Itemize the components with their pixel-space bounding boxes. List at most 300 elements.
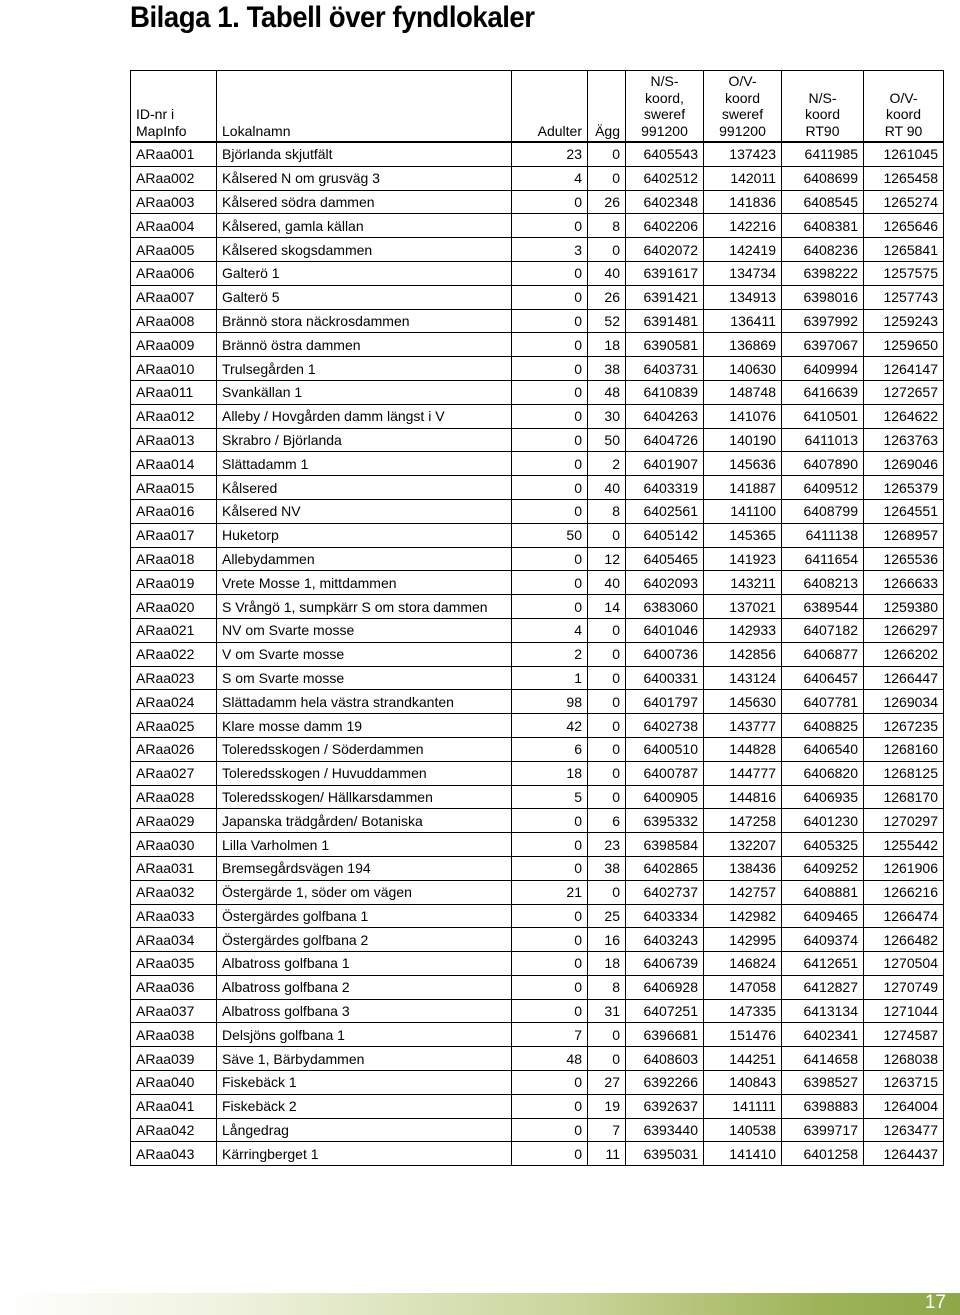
cell-ov-sweref: 142216 bbox=[704, 214, 782, 238]
cell-agg: 31 bbox=[588, 999, 626, 1023]
table-row bbox=[131, 166, 944, 190]
cell-id-nr: ARaa034 bbox=[131, 928, 217, 952]
cell-ns-sweref: 6407251 bbox=[626, 999, 704, 1023]
cell-ov-sweref: 144777 bbox=[704, 761, 782, 785]
table-body bbox=[131, 142, 944, 1166]
cell-ov-rt90: 1261906 bbox=[864, 856, 944, 880]
cell-agg: 18 bbox=[588, 333, 626, 357]
cell-id-nr: ARaa007 bbox=[131, 285, 217, 309]
cell-agg: 2 bbox=[588, 452, 626, 476]
cell-ns-sweref: 6400331 bbox=[626, 666, 704, 690]
cell-ov-rt90: 1263477 bbox=[864, 1118, 944, 1142]
cell-ns-rt90: 6411013 bbox=[782, 428, 864, 452]
cell-agg: 48 bbox=[588, 380, 626, 404]
table-row bbox=[131, 618, 944, 642]
cell-lokalnamn: S Vrångö 1, sumpkärr S om stora dammen bbox=[217, 595, 512, 619]
cell-ns-rt90: 6409512 bbox=[782, 476, 864, 500]
cell-ov-sweref: 144251 bbox=[704, 1047, 782, 1071]
cell-agg: 11 bbox=[588, 1142, 626, 1166]
column-header-line: ID-nr i bbox=[136, 106, 175, 122]
table-row bbox=[131, 737, 944, 761]
cell-ov-rt90: 1266474 bbox=[864, 904, 944, 928]
cell-id-nr: ARaa013 bbox=[131, 428, 217, 452]
cell-agg: 16 bbox=[588, 928, 626, 952]
table-row bbox=[131, 1047, 944, 1071]
cell-ns-rt90: 6408699 bbox=[782, 166, 864, 190]
cell-id-nr: ARaa025 bbox=[131, 714, 217, 738]
cell-ov-rt90: 1266633 bbox=[864, 571, 944, 595]
cell-ov-rt90: 1259243 bbox=[864, 309, 944, 333]
cell-lokalnamn: Kålsered NV bbox=[217, 499, 512, 523]
cell-ov-sweref: 147258 bbox=[704, 809, 782, 833]
cell-lokalnamn: Östergärde 1, söder om vägen bbox=[217, 880, 512, 904]
cell-adulter: 2 bbox=[512, 642, 588, 666]
cell-ns-sweref: 6391421 bbox=[626, 285, 704, 309]
column-header-id-nr bbox=[131, 71, 217, 143]
cell-ov-sweref: 140630 bbox=[704, 357, 782, 381]
cell-ov-sweref: 141076 bbox=[704, 404, 782, 428]
column-header-line: koord, bbox=[645, 89, 684, 106]
table-row bbox=[131, 690, 944, 714]
cell-ns-rt90: 6399717 bbox=[782, 1118, 864, 1142]
cell-ns-rt90: 6409994 bbox=[782, 357, 864, 381]
cell-ov-sweref: 141111 bbox=[704, 1094, 782, 1118]
cell-ov-sweref: 147335 bbox=[704, 999, 782, 1023]
table-row bbox=[131, 880, 944, 904]
cell-agg: 0 bbox=[588, 618, 626, 642]
cell-ov-sweref: 148748 bbox=[704, 380, 782, 404]
cell-ov-rt90: 1268170 bbox=[864, 785, 944, 809]
cell-ov-rt90: 1265646 bbox=[864, 214, 944, 238]
cell-ov-sweref: 142419 bbox=[704, 238, 782, 262]
cell-ns-rt90: 6401230 bbox=[782, 809, 864, 833]
cell-lokalnamn: Björlanda skjutfält bbox=[217, 142, 512, 166]
cell-adulter: 0 bbox=[512, 809, 588, 833]
cell-ns-rt90: 6410501 bbox=[782, 404, 864, 428]
column-header-line: 991200 bbox=[641, 122, 688, 139]
column-header-ns-rt90 bbox=[782, 71, 864, 143]
table-row bbox=[131, 309, 944, 333]
cell-agg: 26 bbox=[588, 285, 626, 309]
cell-id-nr: ARaa001 bbox=[131, 142, 217, 166]
cell-ov-rt90: 1270504 bbox=[864, 952, 944, 976]
cell-ns-sweref: 6404263 bbox=[626, 404, 704, 428]
column-header-line: N/S- bbox=[808, 89, 837, 106]
table-row bbox=[131, 523, 944, 547]
table-row bbox=[131, 1118, 944, 1142]
cell-adulter: 0 bbox=[512, 1071, 588, 1095]
cell-ns-rt90: 6406820 bbox=[782, 761, 864, 785]
cell-lokalnamn: Kålsered södra dammen bbox=[217, 190, 512, 214]
cell-id-nr: ARaa027 bbox=[131, 761, 217, 785]
table-row bbox=[131, 333, 944, 357]
cell-ns-rt90: 6408545 bbox=[782, 190, 864, 214]
cell-ov-rt90: 1270749 bbox=[864, 975, 944, 999]
cell-id-nr: ARaa031 bbox=[131, 856, 217, 880]
cell-adulter: 0 bbox=[512, 928, 588, 952]
cell-id-nr: ARaa019 bbox=[131, 571, 217, 595]
cell-id-nr: ARaa022 bbox=[131, 642, 217, 666]
column-header-line: Adulter bbox=[537, 122, 582, 139]
cell-ns-rt90: 6412827 bbox=[782, 975, 864, 999]
cell-ov-sweref: 142757 bbox=[704, 880, 782, 904]
table-row bbox=[131, 785, 944, 809]
cell-id-nr: ARaa024 bbox=[131, 690, 217, 714]
cell-ov-rt90: 1265379 bbox=[864, 476, 944, 500]
cell-ns-sweref: 6400736 bbox=[626, 642, 704, 666]
cell-adulter: 50 bbox=[512, 523, 588, 547]
cell-id-nr: ARaa029 bbox=[131, 809, 217, 833]
column-header-line: O/V- bbox=[889, 89, 918, 106]
cell-ns-rt90: 6406935 bbox=[782, 785, 864, 809]
page-number: 17 bbox=[924, 1292, 946, 1313]
cell-id-nr: ARaa036 bbox=[131, 975, 217, 999]
cell-ov-rt90: 1263715 bbox=[864, 1071, 944, 1095]
fyndlokaler-table bbox=[130, 70, 944, 1166]
cell-id-nr: ARaa017 bbox=[131, 523, 217, 547]
cell-lokalnamn: Slättadamm 1 bbox=[217, 452, 512, 476]
cell-ns-rt90: 6414658 bbox=[782, 1047, 864, 1071]
cell-ov-rt90: 1259650 bbox=[864, 333, 944, 357]
cell-ns-sweref: 6402206 bbox=[626, 214, 704, 238]
cell-agg: 0 bbox=[588, 690, 626, 714]
cell-lokalnamn: Långedrag bbox=[217, 1118, 512, 1142]
cell-ov-sweref: 147058 bbox=[704, 975, 782, 999]
cell-ns-rt90: 6411985 bbox=[782, 142, 864, 166]
cell-ov-sweref: 137021 bbox=[704, 595, 782, 619]
cell-agg: 19 bbox=[588, 1094, 626, 1118]
cell-adulter: 0 bbox=[512, 309, 588, 333]
cell-ns-rt90: 6411138 bbox=[782, 523, 864, 547]
cell-adulter: 0 bbox=[512, 476, 588, 500]
cell-ns-rt90: 6408799 bbox=[782, 499, 864, 523]
page-title: Bilaga 1. Tabell över fyndlokaler bbox=[130, 1, 535, 34]
cell-ns-sweref: 6395031 bbox=[626, 1142, 704, 1166]
table-row bbox=[131, 904, 944, 928]
cell-adulter: 0 bbox=[512, 1118, 588, 1142]
cell-ns-rt90: 6408881 bbox=[782, 880, 864, 904]
cell-agg: 0 bbox=[588, 166, 626, 190]
cell-agg: 0 bbox=[588, 642, 626, 666]
cell-ns-sweref: 6406928 bbox=[626, 975, 704, 999]
cell-lokalnamn: Galterö 1 bbox=[217, 261, 512, 285]
cell-id-nr: ARaa041 bbox=[131, 1094, 217, 1118]
cell-id-nr: ARaa003 bbox=[131, 190, 217, 214]
cell-adulter: 98 bbox=[512, 690, 588, 714]
cell-ns-sweref: 6408603 bbox=[626, 1047, 704, 1071]
table-row bbox=[131, 380, 944, 404]
cell-ns-sweref: 6402093 bbox=[626, 571, 704, 595]
cell-ns-sweref: 6400905 bbox=[626, 785, 704, 809]
cell-ns-rt90: 6389544 bbox=[782, 595, 864, 619]
cell-ov-rt90: 1266297 bbox=[864, 618, 944, 642]
cell-agg: 0 bbox=[588, 785, 626, 809]
cell-adulter: 0 bbox=[512, 190, 588, 214]
cell-lokalnamn: Kålsered skogsdammen bbox=[217, 238, 512, 262]
cell-ns-rt90: 6398883 bbox=[782, 1094, 864, 1118]
cell-adulter: 0 bbox=[512, 975, 588, 999]
cell-id-nr: ARaa032 bbox=[131, 880, 217, 904]
cell-ns-sweref: 6402737 bbox=[626, 880, 704, 904]
cell-agg: 50 bbox=[588, 428, 626, 452]
table-row bbox=[131, 190, 944, 214]
cell-ns-sweref: 6392266 bbox=[626, 1071, 704, 1095]
cell-adulter: 0 bbox=[512, 357, 588, 381]
cell-ov-rt90: 1268125 bbox=[864, 761, 944, 785]
cell-ns-rt90: 6409252 bbox=[782, 856, 864, 880]
cell-agg: 0 bbox=[588, 238, 626, 262]
cell-ns-rt90: 6408825 bbox=[782, 714, 864, 738]
cell-ns-rt90: 6401258 bbox=[782, 1142, 864, 1166]
cell-lokalnamn: Kålsered, gamla källan bbox=[217, 214, 512, 238]
cell-agg: 40 bbox=[588, 571, 626, 595]
cell-ns-sweref: 6405142 bbox=[626, 523, 704, 547]
cell-lokalnamn: Delsjöns golfbana 1 bbox=[217, 1023, 512, 1047]
cell-ns-rt90: 6409374 bbox=[782, 928, 864, 952]
cell-agg: 18 bbox=[588, 952, 626, 976]
cell-lokalnamn: Toleredsskogen / Söderdammen bbox=[217, 737, 512, 761]
cell-ns-rt90: 6412651 bbox=[782, 952, 864, 976]
cell-ov-sweref: 143124 bbox=[704, 666, 782, 690]
table-row bbox=[131, 999, 944, 1023]
cell-agg: 27 bbox=[588, 1071, 626, 1095]
cell-adulter: 0 bbox=[512, 1142, 588, 1166]
cell-ns-sweref: 6392637 bbox=[626, 1094, 704, 1118]
cell-ov-sweref: 145365 bbox=[704, 523, 782, 547]
cell-lokalnamn: Toleredsskogen/ Hällkarsdammen bbox=[217, 785, 512, 809]
cell-lokalnamn: Fiskebäck 1 bbox=[217, 1071, 512, 1095]
table-row bbox=[131, 357, 944, 381]
cell-ns-sweref: 6395332 bbox=[626, 809, 704, 833]
cell-ov-rt90: 1272657 bbox=[864, 380, 944, 404]
cell-id-nr: ARaa020 bbox=[131, 595, 217, 619]
cell-adulter: 23 bbox=[512, 142, 588, 166]
cell-ov-sweref: 136411 bbox=[704, 309, 782, 333]
table-row bbox=[131, 833, 944, 857]
cell-ns-sweref: 6402738 bbox=[626, 714, 704, 738]
cell-lokalnamn: Lilla Varholmen 1 bbox=[217, 833, 512, 857]
cell-agg: 23 bbox=[588, 833, 626, 857]
cell-adulter: 4 bbox=[512, 618, 588, 642]
cell-lokalnamn: Albatross golfbana 3 bbox=[217, 999, 512, 1023]
table-row bbox=[131, 499, 944, 523]
cell-ns-sweref: 6402348 bbox=[626, 190, 704, 214]
cell-agg: 30 bbox=[588, 404, 626, 428]
cell-lokalnamn: Östergärdes golfbana 1 bbox=[217, 904, 512, 928]
column-header-line: RT 90 bbox=[884, 122, 923, 139]
cell-agg: 0 bbox=[588, 714, 626, 738]
cell-ov-rt90: 1274587 bbox=[864, 1023, 944, 1047]
cell-adulter: 3 bbox=[512, 238, 588, 262]
cell-ns-rt90: 6408236 bbox=[782, 238, 864, 262]
cell-agg: 14 bbox=[588, 595, 626, 619]
cell-adulter: 0 bbox=[512, 999, 588, 1023]
table-row bbox=[131, 1094, 944, 1118]
table-row bbox=[131, 928, 944, 952]
cell-agg: 6 bbox=[588, 809, 626, 833]
cell-agg: 0 bbox=[588, 1047, 626, 1071]
table-row bbox=[131, 238, 944, 262]
cell-lokalnamn: Kålsered bbox=[217, 476, 512, 500]
cell-ns-rt90: 6405325 bbox=[782, 833, 864, 857]
cell-adulter: 18 bbox=[512, 761, 588, 785]
cell-ov-sweref: 137423 bbox=[704, 142, 782, 166]
cell-ov-rt90: 1264147 bbox=[864, 357, 944, 381]
cell-lokalnamn: Japanska trädgården/ Botaniska bbox=[217, 809, 512, 833]
cell-ov-sweref: 142995 bbox=[704, 928, 782, 952]
cell-lokalnamn: Bremsegårdsvägen 194 bbox=[217, 856, 512, 880]
cell-lokalnamn: V om Svarte mosse bbox=[217, 642, 512, 666]
cell-lokalnamn: Kärringberget 1 bbox=[217, 1142, 512, 1166]
cell-ns-sweref: 6406739 bbox=[626, 952, 704, 976]
cell-ns-rt90: 6398527 bbox=[782, 1071, 864, 1095]
cell-adulter: 1 bbox=[512, 666, 588, 690]
cell-ov-rt90: 1266216 bbox=[864, 880, 944, 904]
table-row bbox=[131, 975, 944, 999]
cell-ns-sweref: 6405543 bbox=[626, 142, 704, 166]
cell-ov-sweref: 134734 bbox=[704, 261, 782, 285]
cell-agg: 12 bbox=[588, 547, 626, 571]
cell-agg: 40 bbox=[588, 476, 626, 500]
cell-lokalnamn: Brännö stora näckrosdammen bbox=[217, 309, 512, 333]
cell-ov-rt90: 1270297 bbox=[864, 809, 944, 833]
column-header-agg bbox=[588, 71, 626, 143]
cell-id-nr: ARaa037 bbox=[131, 999, 217, 1023]
table-row bbox=[131, 642, 944, 666]
cell-ns-rt90: 6402341 bbox=[782, 1023, 864, 1047]
cell-lokalnamn: Huketorp bbox=[217, 523, 512, 547]
cell-id-nr: ARaa028 bbox=[131, 785, 217, 809]
cell-ov-rt90: 1264437 bbox=[864, 1142, 944, 1166]
cell-adulter: 0 bbox=[512, 595, 588, 619]
cell-ov-sweref: 145636 bbox=[704, 452, 782, 476]
cell-ns-sweref: 6398584 bbox=[626, 833, 704, 857]
cell-id-nr: ARaa015 bbox=[131, 476, 217, 500]
cell-ns-rt90: 6407890 bbox=[782, 452, 864, 476]
cell-lokalnamn: Albatross golfbana 1 bbox=[217, 952, 512, 976]
cell-adulter: 0 bbox=[512, 499, 588, 523]
table-row bbox=[131, 666, 944, 690]
cell-lokalnamn: Trulsegården 1 bbox=[217, 357, 512, 381]
cell-ns-rt90: 6406457 bbox=[782, 666, 864, 690]
cell-id-nr: ARaa039 bbox=[131, 1047, 217, 1071]
cell-lokalnamn: Alleby / Hovgården damm längst i V bbox=[217, 404, 512, 428]
cell-adulter: 4 bbox=[512, 166, 588, 190]
cell-adulter: 0 bbox=[512, 380, 588, 404]
cell-agg: 0 bbox=[588, 666, 626, 690]
cell-ov-sweref: 145630 bbox=[704, 690, 782, 714]
cell-id-nr: ARaa033 bbox=[131, 904, 217, 928]
cell-id-nr: ARaa005 bbox=[131, 238, 217, 262]
cell-adulter: 0 bbox=[512, 904, 588, 928]
cell-ov-sweref: 138436 bbox=[704, 856, 782, 880]
cell-ns-rt90: 6408213 bbox=[782, 571, 864, 595]
cell-id-nr: ARaa006 bbox=[131, 261, 217, 285]
cell-adulter: 0 bbox=[512, 404, 588, 428]
cell-ov-sweref: 140843 bbox=[704, 1071, 782, 1095]
column-header-line: sweref bbox=[643, 106, 686, 122]
cell-ov-rt90: 1261045 bbox=[864, 142, 944, 166]
cell-lokalnamn: NV om Svarte mosse bbox=[217, 618, 512, 642]
cell-ov-rt90: 1271044 bbox=[864, 999, 944, 1023]
cell-ov-sweref: 143777 bbox=[704, 714, 782, 738]
cell-ns-rt90: 6397067 bbox=[782, 333, 864, 357]
cell-ov-sweref: 142982 bbox=[704, 904, 782, 928]
table-row bbox=[131, 1071, 944, 1095]
cell-ov-rt90: 1264551 bbox=[864, 499, 944, 523]
table-row bbox=[131, 1023, 944, 1047]
cell-ns-sweref: 6402512 bbox=[626, 166, 704, 190]
table-row bbox=[131, 761, 944, 785]
cell-ov-sweref: 144828 bbox=[704, 737, 782, 761]
cell-agg: 0 bbox=[588, 880, 626, 904]
cell-ov-rt90: 1263763 bbox=[864, 428, 944, 452]
cell-lokalnamn: Kålsered N om grusväg 3 bbox=[217, 166, 512, 190]
cell-ov-rt90: 1265536 bbox=[864, 547, 944, 571]
cell-lokalnamn: Allebydammen bbox=[217, 547, 512, 571]
column-header-line: MapInfo bbox=[136, 122, 187, 139]
cell-id-nr: ARaa011 bbox=[131, 380, 217, 404]
cell-ns-rt90: 6406877 bbox=[782, 642, 864, 666]
cell-lokalnamn: Svankällan 1 bbox=[217, 380, 512, 404]
table-row bbox=[131, 809, 944, 833]
cell-ns-sweref: 6402561 bbox=[626, 499, 704, 523]
cell-adulter: 0 bbox=[512, 571, 588, 595]
column-header-adulter bbox=[512, 71, 588, 143]
table-row bbox=[131, 285, 944, 309]
cell-adulter: 0 bbox=[512, 452, 588, 476]
cell-ns-sweref: 6390581 bbox=[626, 333, 704, 357]
cell-ns-rt90: 6398016 bbox=[782, 285, 864, 309]
cell-ns-sweref: 6400787 bbox=[626, 761, 704, 785]
header-row bbox=[131, 71, 944, 143]
cell-ov-rt90: 1267235 bbox=[864, 714, 944, 738]
cell-adulter: 6 bbox=[512, 737, 588, 761]
cell-id-nr: ARaa040 bbox=[131, 1071, 217, 1095]
column-header-line: koord bbox=[804, 106, 841, 122]
cell-ov-rt90: 1268038 bbox=[864, 1047, 944, 1071]
cell-ov-sweref: 141836 bbox=[704, 190, 782, 214]
cell-ns-rt90: 6398222 bbox=[782, 261, 864, 285]
cell-ns-sweref: 6393440 bbox=[626, 1118, 704, 1142]
cell-ov-rt90: 1255442 bbox=[864, 833, 944, 857]
table-row bbox=[131, 856, 944, 880]
cell-ov-rt90: 1264004 bbox=[864, 1094, 944, 1118]
column-header-line: koord bbox=[724, 89, 761, 106]
cell-lokalnamn: Östergärdes golfbana 2 bbox=[217, 928, 512, 952]
cell-lokalnamn: Klare mosse damm 19 bbox=[217, 714, 512, 738]
table-row bbox=[131, 952, 944, 976]
cell-id-nr: ARaa035 bbox=[131, 952, 217, 976]
cell-ns-sweref: 6405465 bbox=[626, 547, 704, 571]
cell-adulter: 0 bbox=[512, 285, 588, 309]
cell-ov-sweref: 140190 bbox=[704, 428, 782, 452]
table-row bbox=[131, 714, 944, 738]
cell-ns-sweref: 6402865 bbox=[626, 856, 704, 880]
cell-ns-rt90: 6411654 bbox=[782, 547, 864, 571]
column-header-line: RT90 bbox=[805, 122, 840, 139]
cell-adulter: 0 bbox=[512, 261, 588, 285]
cell-id-nr: ARaa012 bbox=[131, 404, 217, 428]
cell-ns-sweref: 6400510 bbox=[626, 737, 704, 761]
cell-agg: 40 bbox=[588, 261, 626, 285]
table-row bbox=[131, 547, 944, 571]
cell-ov-sweref: 140538 bbox=[704, 1118, 782, 1142]
cell-agg: 8 bbox=[588, 499, 626, 523]
cell-agg: 0 bbox=[588, 523, 626, 547]
cell-id-nr: ARaa002 bbox=[131, 166, 217, 190]
cell-adulter: 0 bbox=[512, 856, 588, 880]
